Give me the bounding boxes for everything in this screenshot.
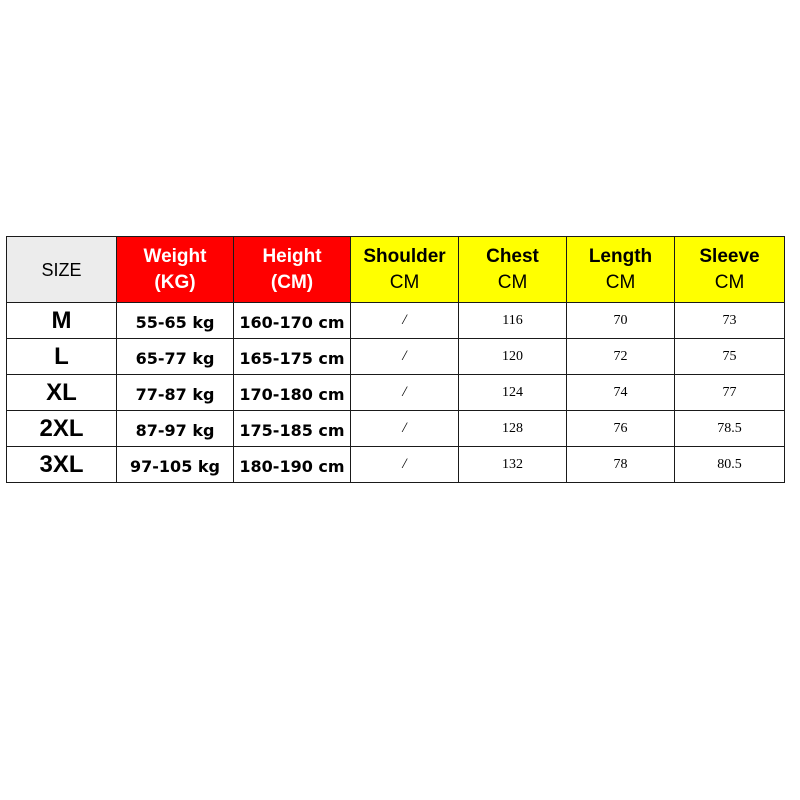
shoulder-header xyxy=(351,237,459,303)
sleeve-cell: 77 xyxy=(675,375,785,411)
weight-header-label: Weight xyxy=(143,245,207,267)
height-header xyxy=(234,237,351,303)
table-row xyxy=(7,339,785,375)
shoulder-cell: / xyxy=(351,447,459,483)
weight-cell: 77-87 kg xyxy=(117,375,234,411)
length-header-unit: CM xyxy=(605,271,636,293)
shoulder-cell: / xyxy=(351,303,459,339)
height-header-unit: (CM) xyxy=(270,271,314,293)
weight-cell: 97-105 kg xyxy=(117,447,234,483)
chest-cell: 132 xyxy=(459,447,567,483)
chest-header xyxy=(459,237,567,303)
table-row xyxy=(7,375,785,411)
length-cell: 74 xyxy=(567,375,675,411)
height-cell: 170-180 cm xyxy=(234,375,351,411)
table-row xyxy=(7,447,785,483)
size-header-label: SIZE xyxy=(41,259,82,280)
height-cell: 160-170 cm xyxy=(234,303,351,339)
shoulder-header-label: Shoulder xyxy=(363,245,446,267)
length-cell: 78 xyxy=(567,447,675,483)
weight-header xyxy=(117,237,234,303)
shoulder-cell: / xyxy=(351,339,459,375)
chest-header-label: Chest xyxy=(486,245,539,267)
table-row xyxy=(7,303,785,339)
weight-cell: 87-97 kg xyxy=(117,411,234,447)
weight-cell: 55-65 kg xyxy=(117,303,234,339)
header-row xyxy=(7,237,785,303)
size-header xyxy=(7,237,117,303)
shoulder-header-unit: CM xyxy=(389,271,420,293)
size-cell: L xyxy=(7,339,117,375)
shoulder-cell: / xyxy=(351,411,459,447)
length-header xyxy=(567,237,675,303)
chest-cell: 128 xyxy=(459,411,567,447)
sleeve-cell: 80.5 xyxy=(675,447,785,483)
height-cell: 175-185 cm xyxy=(234,411,351,447)
size-cell: M xyxy=(7,303,117,339)
length-cell: 72 xyxy=(567,339,675,375)
height-cell: 165-175 cm xyxy=(234,339,351,375)
chest-cell: 116 xyxy=(459,303,567,339)
shoulder-cell: / xyxy=(351,375,459,411)
sleeve-cell: 78.5 xyxy=(675,411,785,447)
sleeve-header xyxy=(675,237,785,303)
weight-cell: 65-77 kg xyxy=(117,339,234,375)
sleeve-header-label: Sleeve xyxy=(699,245,760,267)
chest-cell: 120 xyxy=(459,339,567,375)
size-cell: XL xyxy=(7,375,117,411)
length-cell: 70 xyxy=(567,303,675,339)
size-cell: 3XL xyxy=(7,447,117,483)
sleeve-header-unit: CM xyxy=(714,271,745,293)
sleeve-cell: 73 xyxy=(675,303,785,339)
size-cell: 2XL xyxy=(7,411,117,447)
height-cell: 180-190 cm xyxy=(234,447,351,483)
length-header-label: Length xyxy=(588,245,653,267)
size-chart-table xyxy=(6,236,785,483)
length-cell: 76 xyxy=(567,411,675,447)
height-header-label: Height xyxy=(262,245,322,267)
sleeve-cell: 75 xyxy=(675,339,785,375)
weight-header-unit: (KG) xyxy=(154,271,196,293)
chest-cell: 124 xyxy=(459,375,567,411)
table-row xyxy=(7,411,785,447)
chest-header-unit: CM xyxy=(497,271,528,293)
